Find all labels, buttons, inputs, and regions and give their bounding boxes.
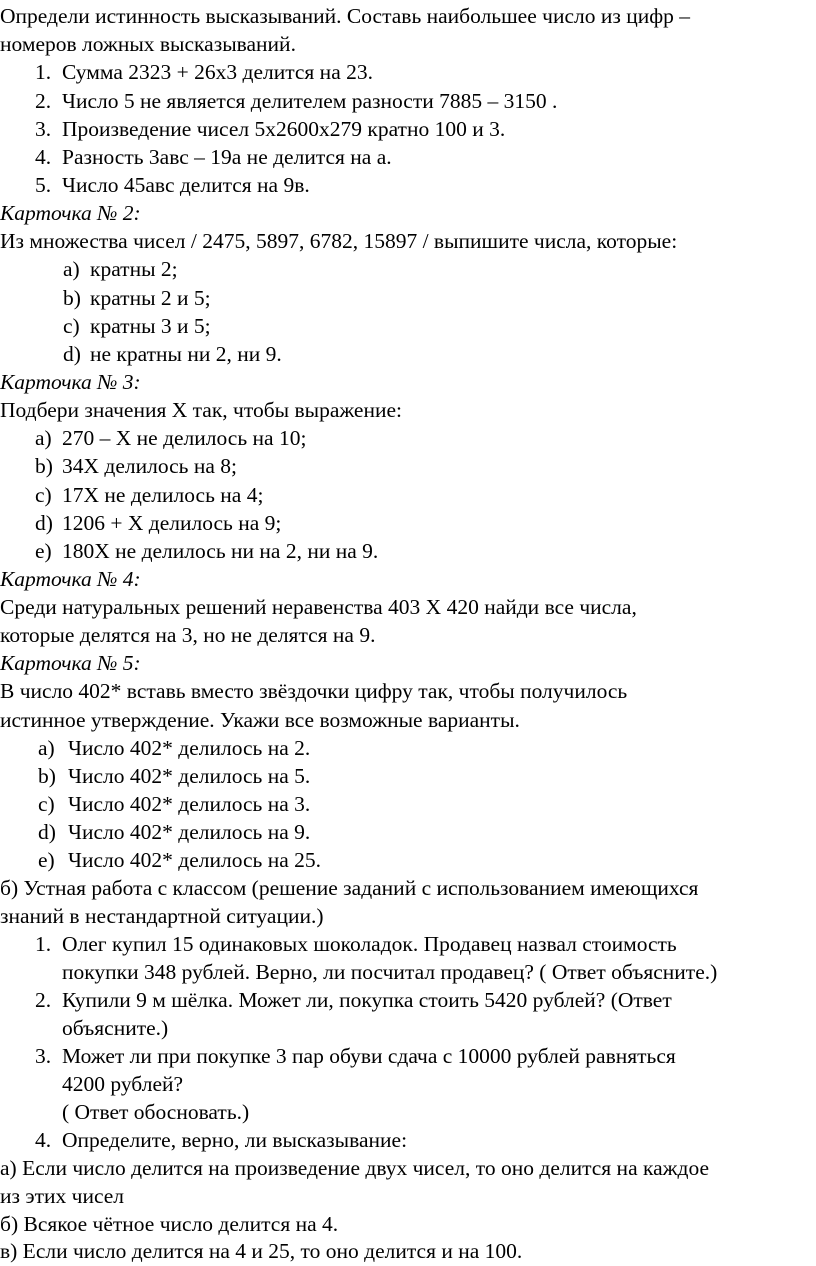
card-4-heading: Карточка № 4: (0, 567, 141, 591)
item-text: 270 – Х не делилось на 10; (62, 426, 307, 450)
item-text: ( Ответ обосновать.) (62, 1100, 250, 1124)
item-text: объясните.) (62, 1016, 169, 1040)
statement-c: в) Если число делится на 4 и 25, то оно делится и на 100. (0, 1239, 523, 1263)
item-letter: e) (35, 539, 52, 563)
item-letter: e) (38, 848, 55, 872)
item-number: 3. (35, 117, 52, 141)
oral-line-2: знаний в нестандартной ситуации.) (0, 904, 324, 928)
item-text: 4200 рублей? (62, 1072, 184, 1096)
item-number: 1. (35, 60, 52, 84)
statement-a-line-2: из этих чисел (0, 1184, 125, 1208)
item-text: кратны 3 и 5; (90, 314, 211, 338)
item-text: Число 402* делилось на 2. (68, 736, 311, 760)
item-text: Олег купил 15 одинаковых шоколадок. Продавец назвал стоимость (62, 932, 677, 956)
item-text: Произведение чисел 5х2600х279 кратно 100 и 3. (62, 117, 506, 141)
item-text: покупки 348 рублей. Верно, ли посчитал продавец? ( Ответ объясните.) (62, 960, 718, 984)
item-letter: a) (63, 257, 80, 281)
item-text: Купили 9 м шёлка. Может ли, покупка стоить 5420 рублей? (Ответ (62, 988, 672, 1012)
intro-line-1: Определи истинность высказываний. Составь наибольшее число из цифр – (0, 4, 691, 28)
item-number: 4. (35, 145, 52, 169)
oral-line-1: б) Устная работа с классом (решение заданий с использованием имеющихся (0, 876, 699, 900)
item-letter: b) (35, 454, 53, 478)
item-text: 34Х делилось на 8; (62, 454, 238, 478)
item-text: Может ли при покупке 3 пар обуви сдача с 10000 рублей равняться (62, 1044, 676, 1068)
item-text: не кратны ни 2, ни 9. (90, 342, 282, 366)
item-text: кратны 2 и 5; (90, 286, 211, 310)
item-letter: d) (38, 820, 56, 844)
item-number: 3. (35, 1044, 52, 1068)
item-text: Число 45авс делится на 9в. (62, 173, 310, 197)
item-letter: d) (35, 511, 53, 535)
card-5-line-2: истинное утверждение. Укажи все возможные варианты. (0, 708, 520, 732)
item-text: Число 402* делилось на 25. (68, 848, 322, 872)
item-text: Определите, верно, ли высказывание: (62, 1128, 408, 1152)
statement-b: б) Всякое чётное число делится на 4. (0, 1212, 339, 1236)
item-text: Число 402* делилось на 3. (68, 792, 311, 816)
intro-line-2: номеров ложных высказываний. (0, 32, 296, 56)
item-text: Число 402* делилось на 9. (68, 820, 311, 844)
card-3-text: Подбери значения Х так, чтобы выражение: (0, 398, 403, 422)
card-4-line-1: Среди натуральных решений неравенства 403 Х 420 найди все числа, (0, 595, 637, 619)
item-text: Число 402* делилось на 5. (68, 764, 311, 788)
item-letter: c) (35, 483, 52, 507)
card-5-heading: Карточка № 5: (0, 651, 141, 675)
item-text: 1206 + Х делилось на 9; (62, 511, 282, 535)
item-number: 2. (35, 89, 52, 113)
item-number: 1. (35, 932, 52, 956)
item-letter: c) (63, 314, 80, 338)
item-text: кратны 2; (90, 257, 178, 281)
item-letter: c) (38, 792, 55, 816)
item-text: Число 5 не является делителем разности 7885 – 3150 . (62, 89, 558, 113)
item-letter: d) (63, 342, 81, 366)
card-2-text: Из множества чисел / 2475, 5897, 6782, 15897 / выпишите числа, которые: (0, 229, 678, 253)
item-letter: b) (63, 286, 81, 310)
card-4-line-2: которые делятся на 3, но не делятся на 9. (0, 623, 376, 647)
item-text: Разность 3авс – 19а не делится на а. (62, 145, 392, 169)
item-text: Сумма 2323 + 26х3 делится на 23. (62, 60, 373, 84)
card-2-heading: Карточка № 2: (0, 201, 141, 225)
item-letter: a) (35, 426, 52, 450)
item-text: 17Х не делилось на 4; (62, 483, 264, 507)
statement-a-line-1: а) Если число делится на произведение двух чисел, то оно делится на каждое (0, 1156, 709, 1180)
card-3-heading: Карточка № 3: (0, 370, 141, 394)
item-letter: a) (38, 736, 55, 760)
item-number: 2. (35, 988, 52, 1012)
item-letter: b) (38, 764, 56, 788)
card-5-line-1: В число 402* вставь вместо звёздочки цифру так, чтобы получилось (0, 679, 628, 703)
item-text: 180Х не делилось ни на 2, ни на 9. (62, 539, 379, 563)
item-number: 5. (35, 173, 52, 197)
item-number: 4. (35, 1128, 52, 1152)
